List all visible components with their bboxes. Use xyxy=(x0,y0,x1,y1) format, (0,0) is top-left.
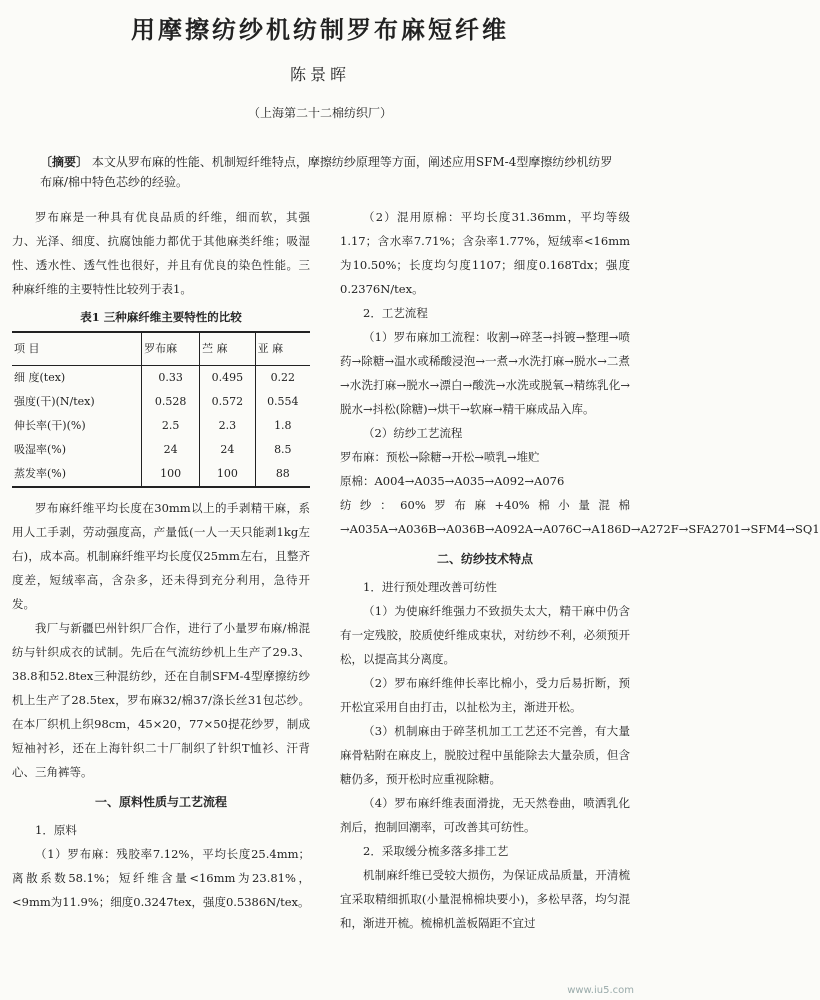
paper-title: 用摩擦纺纱机纺制罗布麻短纤维 xyxy=(131,16,509,44)
body-paragraph: 机制麻纤维已受较大损伤，为保证成品质量，开清梳宜采取精细抓取(小量混棉棉块要小)，多松早落，均匀混和，渐进开梳。梳棉机盖板隔距不宜过 xyxy=(340,868,630,930)
left-column xyxy=(12,205,310,914)
table-row xyxy=(12,462,310,487)
abstract-text: 本文从罗布麻的性能、机制短纤维特点，摩擦纺纱原理等方面，阐述应用SFM-4型摩擦纺纱机纺罗布麻/棉中特色芯纱的经验。 xyxy=(40,155,613,189)
table-cell: 2.3 xyxy=(200,414,256,438)
table-row xyxy=(12,366,310,391)
abstract xyxy=(40,152,620,192)
table-header: 苎 麻 xyxy=(200,332,256,366)
table-cell: 8.5 xyxy=(255,438,310,462)
subsection-heading: 2．工艺流程 xyxy=(363,306,428,320)
section-heading: 一、原料性质与工艺流程 xyxy=(94,795,227,809)
table-row xyxy=(12,414,310,438)
fiber-property-table xyxy=(12,331,310,488)
subsection-heading: 2．采取缓分梳多落多排工艺 xyxy=(363,844,509,858)
body-paragraph: 罗布麻纤维平均长度在30mm以上的手剥精干麻，系用人工手剥，劳动强度高，产量低(一人一天只能剥1kg左右)，成本高。机制麻纤维平均长度仅25mm左右，且整齐度差，短绒率高，含杂多，还未得到充分利用，急待开发。 xyxy=(12,501,310,611)
table-cell: 100 xyxy=(142,462,200,487)
body-paragraph: （2）纺纱工艺流程 xyxy=(363,426,463,440)
table-cell: 0.33 xyxy=(142,366,200,391)
table-cell: 0.495 xyxy=(200,366,256,391)
body-paragraph: （2）罗布麻纤维伸长率比棉小，受力后易折断，预开松宜采用自由打击，以扯松为主，渐进开松。 xyxy=(340,676,630,714)
process-flow: 原棉：A004→A035→A035→A092→A076 xyxy=(340,474,565,488)
table-header: 罗布麻 xyxy=(142,332,200,366)
table-cell: 细 度(tex) xyxy=(14,371,66,384)
watermark: www.iu5.com xyxy=(567,985,634,996)
body-paragraph: （1）罗布麻：残胶率7.12%，平均长度25.4mm；离散系数58.1%；短纤维含量<16mm为23.81%，<9mm为11.9%；细度0.3247tex，强度0.5386N/tex。 xyxy=(12,847,310,909)
table-cell: 1.8 xyxy=(255,414,310,438)
table-cell: 88 xyxy=(255,462,310,487)
body-paragraph: （1）为使麻纤维强力不致损失太大，精干麻中仍含有一定残胶，胶质使纤维成束状，对纺纱不利，必须预开松，以提高其分离度。 xyxy=(340,604,630,666)
body-paragraph: （1）罗布麻加工流程：收割→碎茎→抖镀→整理→喷药→除糖→温水或稀酸浸泡→一煮→水洗打麻→脱水→二煮→水洗打麻→脱水→漂白→酸洗→水洗或脱氧→精练乳化→脱水→抖松(除糖)→烘干→软麻→精干麻成品入库。 xyxy=(340,330,630,416)
table-caption: 表1 三种麻纤维主要特性的比较 xyxy=(80,310,242,324)
process-flow: 纺纱：60%罗布麻+40%棉小量混棉→A035A→A036B→A036B→A092A→A076C→A186D→A272F→SFA2701→SFM4→SQ1 xyxy=(340,498,820,536)
table-cell: 2.5 xyxy=(142,414,200,438)
table-cell: 24 xyxy=(142,438,200,462)
table-cell: 0.572 xyxy=(200,390,256,414)
author-name: 陈景晖 xyxy=(289,65,350,84)
abstract-label: 〔摘要〕 xyxy=(40,155,89,169)
body-paragraph: （4）罗布麻纤维表面滑拢，无天然卷曲，喷洒乳化剂后，抱制回潮率，可改善其可纺性。 xyxy=(340,796,630,834)
table-cell: 24 xyxy=(200,438,256,462)
table-cell: 吸湿率(%) xyxy=(14,443,67,456)
table-row xyxy=(12,390,310,414)
body-paragraph: 我厂与新疆巴州针织厂合作，进行了小量罗布麻/棉混纺与针织成衣的试制。先后在气流纺纱机上生产了29.3、38.8和52.8tex三种混纺纱，还在自制SFM-4型摩擦纺纱机上生产了28.5tex，罗布麻32/棉37/涤长丝31包芯纱。在本厂织机上织98cm，45×20，77×50提花纱罗，制成短袖衬衫，还在上海针织二十厂制织了针织T恤衫、汗背心、三角裤等。 xyxy=(12,621,310,779)
table-header: 项 目 xyxy=(12,332,142,366)
table-cell: 0.528 xyxy=(142,390,200,414)
right-column xyxy=(340,205,820,935)
intro-paragraph: 罗布麻是一种具有优良品质的纤维，细而软，其强力、光泽、细度、抗腐蚀能力都优于其他麻类纤维；吸湿性、透水性、透气性也很好，并且有优良的染色性能。三种麻纤维的主要特性比较列于表1。 xyxy=(12,210,310,296)
affiliation: （上海第二十二棉纺织厂） xyxy=(247,106,392,120)
table-header: 亚 麻 xyxy=(255,332,310,366)
table-cell: 蒸发率(%) xyxy=(12,462,142,487)
table-header-row xyxy=(12,332,310,366)
subsection-heading: 1．进行预处理改善可纺性 xyxy=(363,580,497,594)
section-heading: 二、纺纱技术特点 xyxy=(436,552,533,566)
table-cell: 100 xyxy=(200,462,256,487)
body-paragraph: （3）机制麻由于碎茎机加工工艺还不完善，有大量麻骨粘附在麻皮上，脱胶过程中虽能除去大量杂质，但含糖仍多，预开松时应重视除糖。 xyxy=(340,724,630,786)
subsection-heading: 1．原料 xyxy=(35,823,77,837)
table-cell: 伸长率(干)(%) xyxy=(14,419,86,432)
table-cell: 0.22 xyxy=(255,366,310,391)
table-cell: 0.554 xyxy=(255,390,310,414)
body-paragraph: （2）混用原棉：平均长度31.36mm，平均等级1.17；含水率7.71%；含杂率1.77%，短绒率<16mm为10.50%；长度均匀度1107；细度0.168Tdx；强度0.2376N/tex。 xyxy=(340,210,630,296)
table-row xyxy=(12,438,310,462)
table-cell: 强度(干)(N/tex) xyxy=(14,395,95,408)
process-flow: 罗布麻：预松→除糖→开松→喷乳→堆贮 xyxy=(340,450,540,464)
